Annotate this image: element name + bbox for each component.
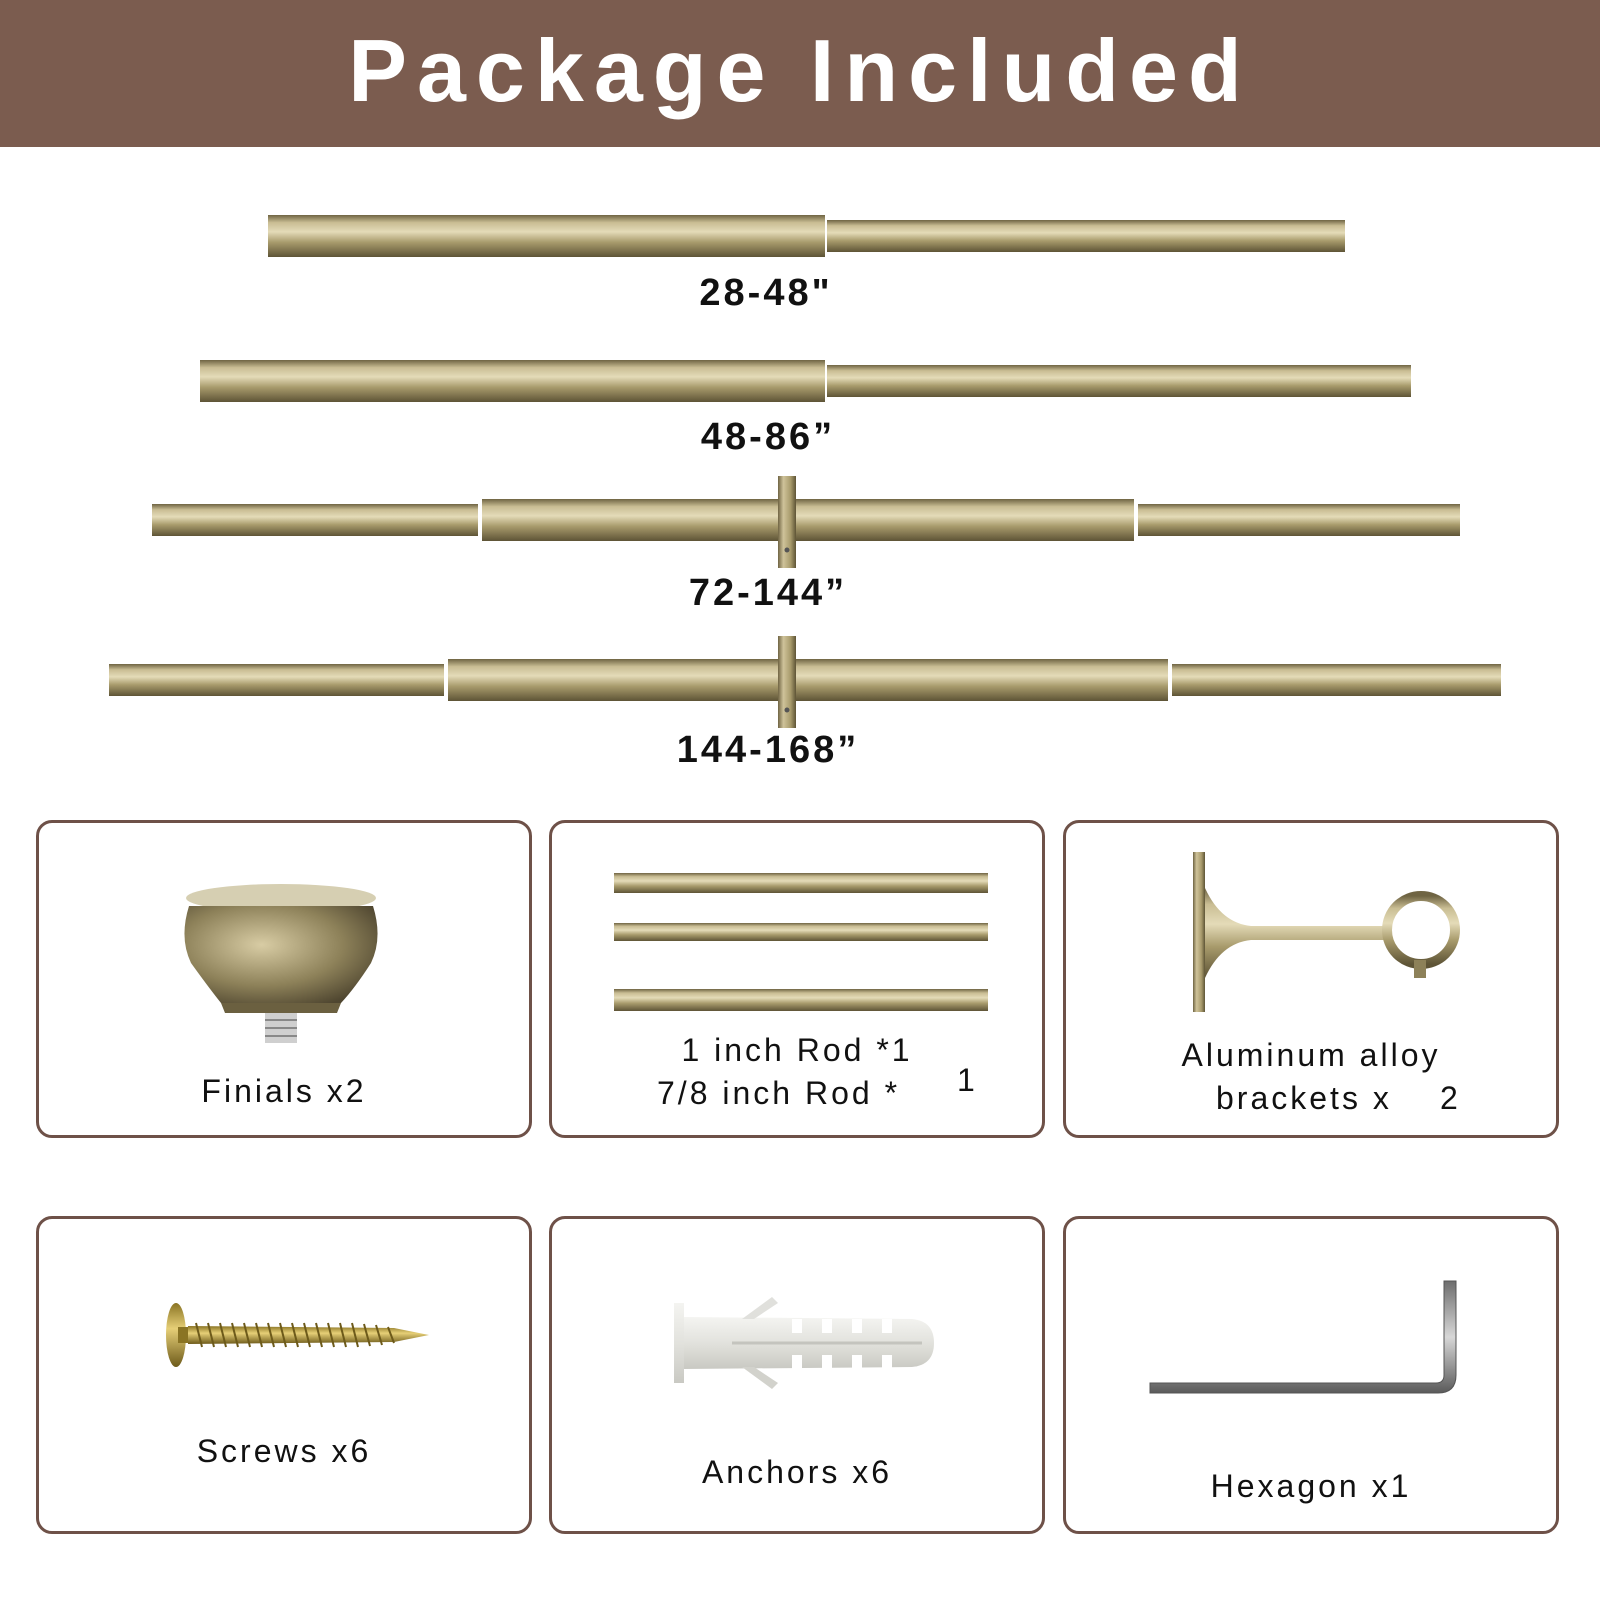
rod-line-2: 7/8 inch Rod * [657,1075,901,1111]
finials-card [36,820,532,1138]
rod-size-label: 28-48" [699,272,833,314]
hex-key-icon [1146,1269,1476,1409]
rod-28-48-image [0,205,1600,265]
hexagon-label: Hexagon x1 [1210,1468,1412,1504]
anchors-card [549,1216,1045,1534]
header-banner [0,0,1600,147]
bracket-icon [1181,848,1466,1018]
brackets-line-2-extra: 2 [1440,1080,1461,1116]
rod-size-label: 72-144” [688,572,848,614]
brackets-line-2: brackets x [1216,1080,1392,1116]
rod-line-1: 1 inch Rod *1 [681,1032,913,1068]
rods-card [549,820,1045,1138]
page-title: Package Included [348,21,1252,120]
finial-icon [169,878,409,1048]
rod-72-144-image [0,470,1600,570]
brackets-card [1063,820,1559,1138]
rod-144-168-image [0,630,1600,730]
rod-size-label: 48-86” [700,416,836,458]
rod-icon [612,871,992,1021]
finials-label: Finials x2 [201,1073,367,1109]
rod-48-86-image [0,350,1600,410]
screw-icon [164,1299,439,1379]
anchor-icon [672,1289,947,1399]
screws-label: Screws x6 [196,1433,372,1469]
rod-line-2-extra: 1 [957,1062,978,1098]
hexagon-card [1063,1216,1559,1534]
rod-size-label: 144-168” [676,729,860,771]
anchors-label: Anchors x6 [701,1454,893,1490]
screws-card [36,1216,532,1534]
brackets-line-1: Aluminum alloy [1181,1037,1441,1073]
